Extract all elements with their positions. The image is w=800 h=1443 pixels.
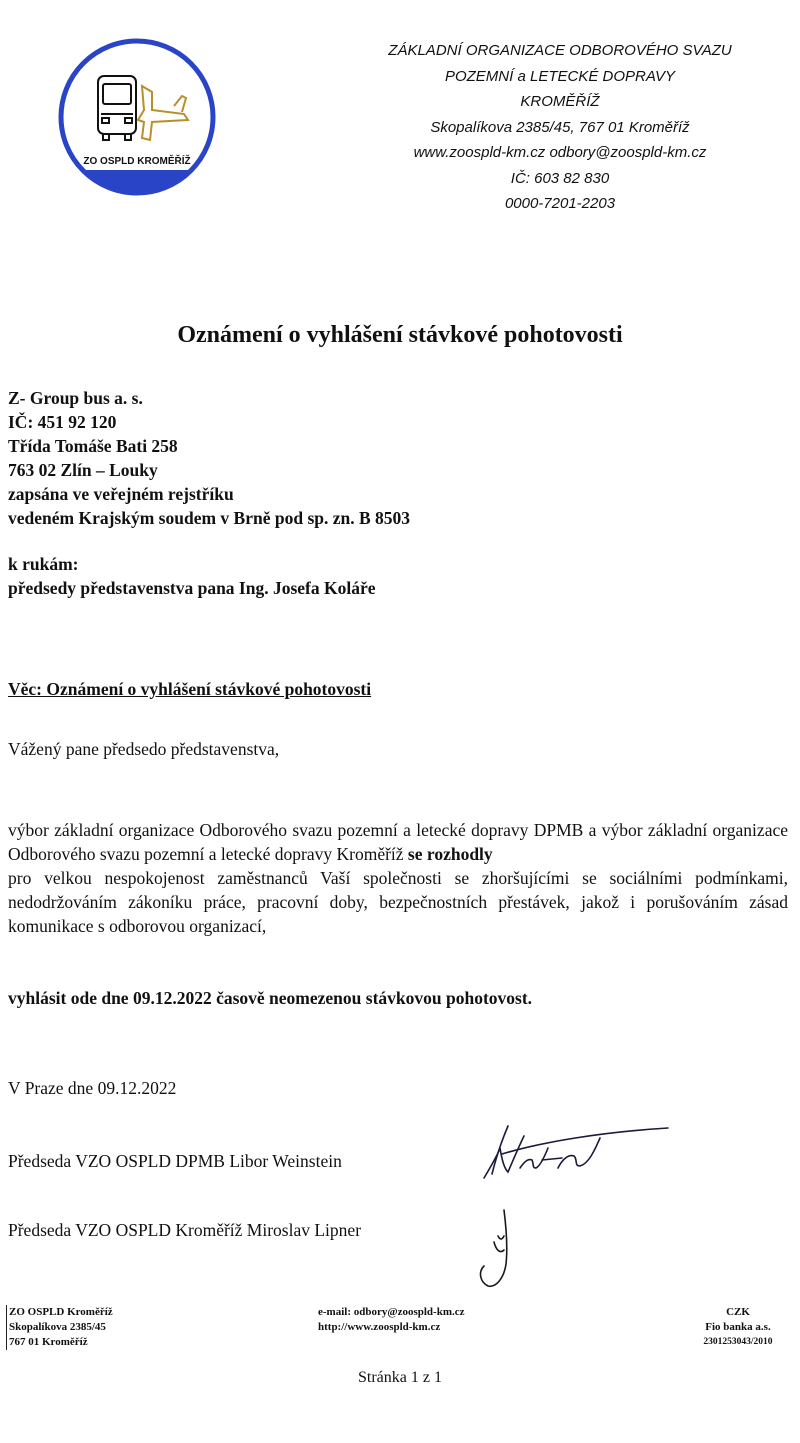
body-paragraph-1 [8, 818, 788, 866]
addressee-court: vedeném Krajským soudem v Brně pod sp. zn. B 8503 [8, 508, 411, 528]
attention-label: k rukám: [8, 554, 79, 574]
footer-bank: Fio banka a.s. [705, 1321, 771, 1333]
footer-web: http://www.zoospld-km.cz [318, 1321, 441, 1333]
signer-2: Předseda VZO OSPLD Kroměříž Miroslav Lipner [8, 1220, 362, 1240]
addressee-block [8, 386, 410, 530]
header-line-2: POZEMNÍ a LETECKÉ DOPRAVY [444, 67, 676, 85]
body-paragraph-1-text: výbor základní organizace Odborového svazu pozemní a letecké dopravy DPMB a výbor základní organizace Odborového svazu pozemní a letecké dopravy Kroměříž [8, 820, 788, 864]
organization-header [360, 38, 760, 217]
page-number: Stránka 1 z 1 [358, 1369, 442, 1386]
footer-street: Skopalíkova 2385/45 [9, 1321, 106, 1333]
footer-email: e-mail: odbory@zoospld-km.cz [318, 1306, 465, 1318]
header-address: Skopalíkova 2385/45, 767 01 Kroměříž [430, 118, 690, 136]
place-date: V Praze dne 09.12.2022 [8, 1078, 177, 1098]
addressee-registry: zapsána ve veřejném rejstříku [8, 484, 234, 504]
header-line-3: KROMĚŘÍŽ [520, 93, 600, 110]
document-title: Oznámení o vyhlášení stávkové pohotovosti [177, 322, 623, 348]
addressee-street: Třída Tomáše Bati 258 [8, 436, 178, 456]
header-line-1: ZÁKLADNÍ ORGANIZACE ODBOROVÉHO SVAZU [388, 42, 732, 59]
addressee-company: Z- Group bus a. s. [8, 388, 143, 408]
footer-currency: CZK [726, 1306, 750, 1318]
signature-2-icon [470, 1206, 530, 1296]
footer-middle [318, 1305, 465, 1335]
footer-city: 767 01 Kroměříž [9, 1336, 88, 1348]
footer-account: 2301253043/2010 [703, 1337, 773, 1347]
header-company-id: IČ: 603 82 830 [510, 169, 610, 187]
subject-line: Věc: Oznámení o vyhlášení stávkové pohotovosti [8, 679, 372, 699]
addressee-city: 763 02 Zlín – Louky [8, 460, 158, 480]
svg-text:ZO OSPLD KROMĚŘÍŽ: ZO OSPLD KROMĚŘÍŽ [83, 156, 191, 167]
signature-1-icon [462, 1108, 672, 1188]
attention-block [8, 552, 376, 600]
body-paragraph-1-bold: se rozhodly [407, 844, 493, 864]
body-paragraph-2: pro velkou nespokojenost zaměstnanců Vaší společnosti se zhoršujícími se sociálními podmínkami, nedodržováním zákoníku práce, pracovní doby, bezpečnostních přestávek, jakož i porušováním zásad komunikace s odborovou organizací, [8, 868, 788, 936]
organization-logo-icon [56, 36, 218, 198]
salutation: Vážený pane předsedo představenstva, [8, 739, 280, 759]
header-web-email: www.zoospld-km.cz odbory@zoospld-km.cz [413, 144, 707, 161]
footer-left [6, 1305, 113, 1350]
addressee-id: IČ: 451 92 120 [8, 412, 117, 432]
footer-right [692, 1305, 784, 1350]
body-paragraph-3: vyhlásit ode dne 09.12.2022 časově neomezenou stávkovou pohotovost. [8, 988, 533, 1008]
signer-1: Předseda VZO OSPLD DPMB Libor Weinstein [8, 1151, 342, 1171]
header-account: 0000-7201-2203 [504, 195, 616, 212]
attention-name: předsedy představenstva pana Ing. Josefa Koláře [8, 578, 376, 598]
footer-org: ZO OSPLD Kroměříž [9, 1306, 113, 1318]
